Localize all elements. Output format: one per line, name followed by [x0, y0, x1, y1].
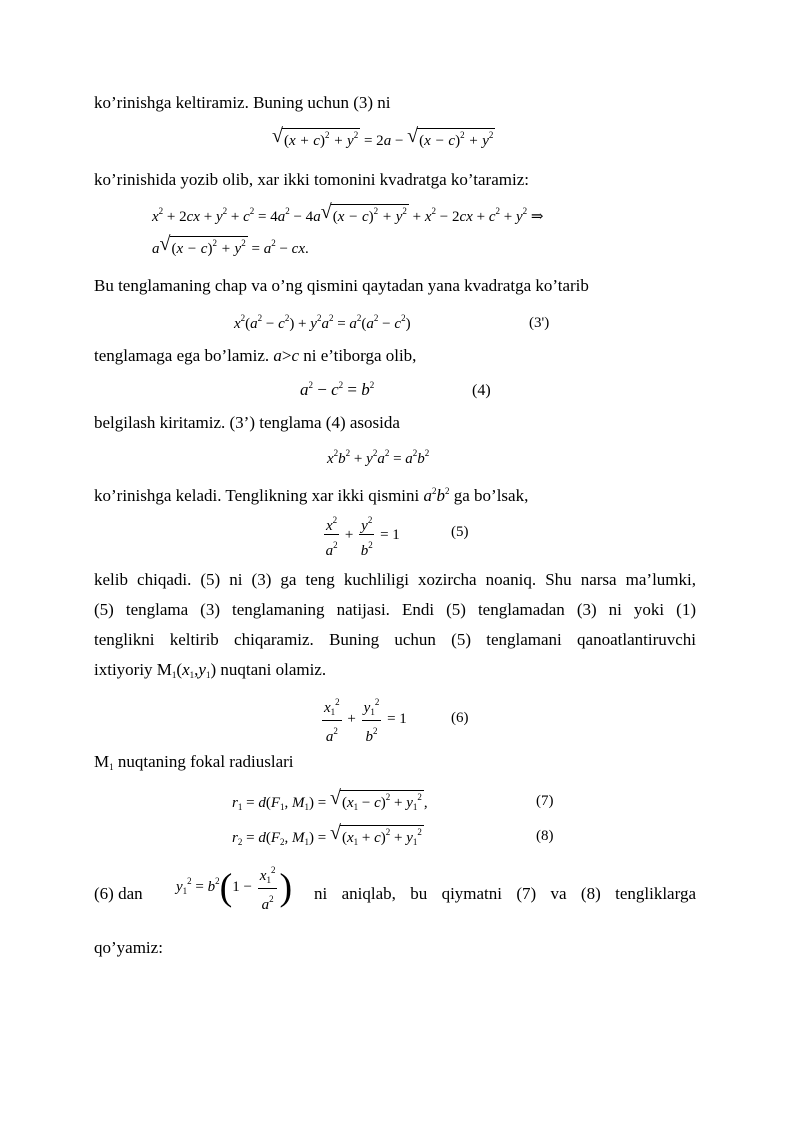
equation-8: $r_2 = d(F_2$, $M_1$) = √ $(x_1 + c)^2 + y_1^2$: [232, 822, 422, 847]
text-line-dan: (6) dan: [94, 884, 143, 903]
paragraph-line-2: (5) tenglama (3) tenglamaning natijasi. Endi (5) tenglamadan (3) ni yoki (1): [94, 600, 696, 619]
equation-4: $a^2 - c^2 = b^2$: [300, 380, 375, 399]
equation-number-4: (4): [472, 382, 491, 399]
paragraph-line-3: tenglikni keltirib chiqaramiz. Buning uchun (5) tenglamani qanoatlantiruvchi: [94, 630, 696, 649]
equation-number-5: (5): [451, 524, 469, 540]
equation-6: $\frac{x_1^2}{a^2}$ + $\frac{y_1^2}{b^2}$ = 1: [320, 694, 407, 745]
paragraph-line-1: kelib chiqadi. (5) ni (3) ga teng kuchliligi xozircha noaniq. Shu narsa ma’lumki,: [94, 570, 696, 589]
text-line-last: qo’yamiz:: [94, 938, 163, 957]
equation-number-8: (8): [536, 828, 554, 844]
text-line-2: ko’rinishida yozib olib, xar ikki tomonini kvadratga ko’taramiz:: [94, 170, 529, 189]
equation-squared: $x^2 + 2cx + y^2 + c^2 = 4a^2 - 4a$ √ $(x - c)^2 + y^2 + x^2 - 2cx + c^2 + y^2$ ⇒: [152, 201, 544, 225]
equation-number-7: (7): [536, 793, 554, 809]
equation-5: $\frac{x^2}{a^2}$ + $\frac{y^2}{b^2}$ = 1: [322, 512, 400, 559]
equation-number-6: (6): [451, 710, 469, 726]
text-line-4: tenglamaga ega bo’lamiz. a>c ni e’tiborga olib,: [94, 346, 417, 365]
equation-substituted: $x^2b^2 + y^2a^2 = a^2b^2$: [327, 448, 430, 467]
text-line-dan-continuation: ni aniqlab, bu qiymatni (7) va (8) tengliklarga: [314, 884, 696, 903]
text-line-3: Bu tenglamaning chap va o’ng qismini qaytadan yana kvadratga ko’tarib: [94, 276, 589, 295]
equation-7: $r_1 = d(F_1$, $M_1$) = √ $(x_1 - c)^2 + y_1^2$ ,: [232, 787, 428, 812]
text-line-5: belgilash kiritamiz. (3’) tenglama (4) asosida: [94, 413, 400, 432]
text-line-m1: $M_1$ nuqtaning fokal radiuslari: [94, 752, 294, 772]
equation-y1-squared: $y_1^2 = b^2(1$ − $\frac{x_1^2}{a^2}$ ): [176, 862, 292, 913]
equation-number-3-prime: (3'): [529, 315, 550, 331]
equation-simplified: a √ $(x - c)^2 + y^2 = a^2$ − cx.: [152, 233, 309, 257]
equation-3-prime: $x^2(a^2 - c^2) + y^2a^2 = a^2(a^2 - c^2)$: [234, 313, 411, 332]
equation-3-rewritten: √ $(x + c)^2 + y^2 = 2a$ − √ $(x - c)^2 + y^2$: [272, 125, 494, 149]
text-line-6: ko’rinishga keladi. Tenglikning xar ikki qismini $a^2b^2$ ga bo’lsak,: [94, 486, 529, 505]
paragraph-line-4: ixtiyoriy $M_1(x_1,y_1)$ nuqtani olamiz.: [94, 660, 327, 680]
text-line-1: ko’rinishga keltiramiz. Buning uchun (3) ni: [94, 93, 391, 112]
